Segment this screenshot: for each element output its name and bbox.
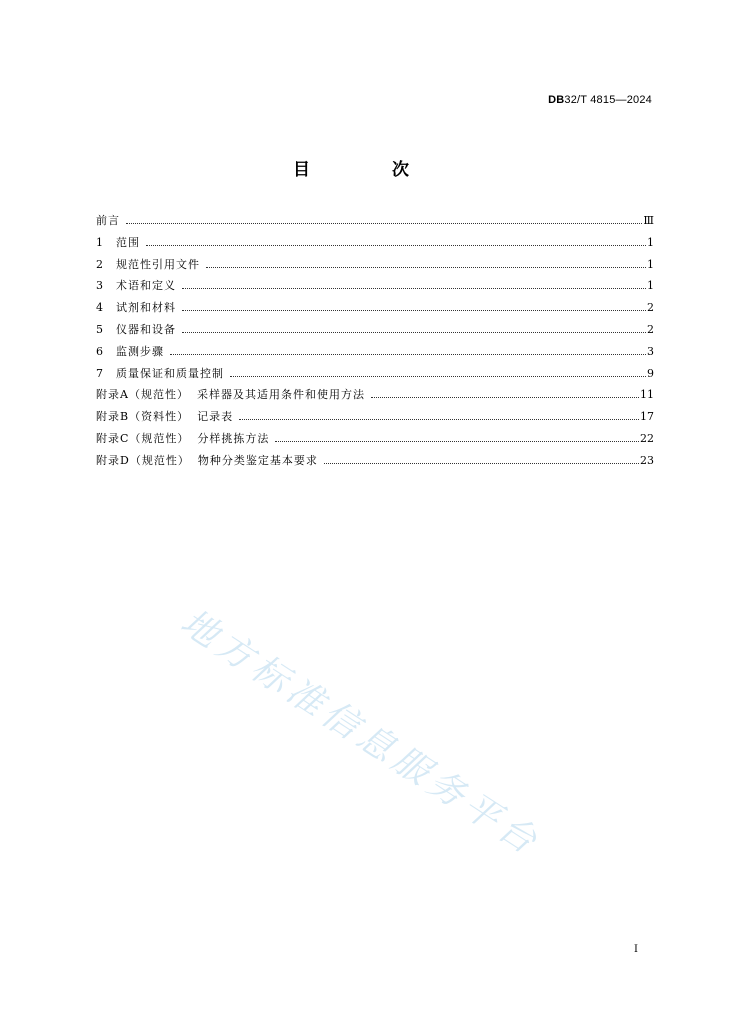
toc-entry-4[interactable]	[96, 297, 654, 319]
toc-entry-label	[96, 210, 126, 232]
toc-entry-page: 2	[647, 322, 654, 336]
toc-leader-dots	[371, 396, 639, 398]
toc-entry-title: 监测步骤	[116, 344, 164, 358]
toc-entry-page: 1	[647, 235, 654, 249]
toc-leader-dots	[146, 244, 646, 246]
toc-entry-label	[96, 406, 239, 428]
toc-entry-title: 前言	[96, 214, 120, 227]
toc-entry-label	[96, 384, 371, 406]
toc-entry-label	[96, 363, 230, 385]
toc-entry-number: 3	[96, 279, 103, 293]
toc-entry-page: 9	[647, 366, 654, 380]
toc-entry-page: 2	[647, 301, 654, 315]
toc-entry-label	[96, 232, 146, 254]
toc-entry-subtitle: 记录表	[197, 410, 234, 424]
document-code-number: 32/T 4815—2024	[564, 94, 652, 106]
toc-leader-dots	[182, 331, 646, 333]
toc-entry-number: 6	[96, 344, 103, 358]
toc-leader-dots	[230, 375, 646, 377]
toc-leader-dots	[206, 266, 646, 268]
toc-entry-title: 范围	[116, 235, 140, 249]
toc-entry-title: 试剂和材料	[116, 301, 176, 315]
toc-entry-appendix-c[interactable]	[96, 428, 654, 450]
toc-entry-label	[96, 428, 275, 450]
toc-entry-page: 17	[640, 410, 654, 424]
page-title: 目 次	[293, 160, 447, 180]
document-code-prefix: DB	[548, 94, 565, 106]
toc-entry-7[interactable]	[96, 363, 654, 385]
toc-entry-label	[96, 254, 206, 276]
toc-entry-foreword[interactable]	[96, 210, 654, 232]
toc-entry-appendix-d[interactable]	[96, 450, 654, 472]
toc-leader-dots	[275, 440, 639, 442]
toc-entry-number: 5	[96, 322, 103, 336]
page-number: I	[634, 944, 638, 955]
toc-entry-label	[96, 275, 182, 297]
toc-entry-number: 7	[96, 366, 103, 380]
toc-entry-page: 22	[640, 431, 654, 445]
watermark: 地方标准信息服务平台	[173, 601, 548, 865]
toc-entry-title: 附录A（规范性）	[96, 388, 189, 402]
toc-entry-page: Ⅲ	[643, 214, 654, 227]
toc-entry-1[interactable]	[96, 232, 654, 254]
toc-entry-number: 1	[96, 235, 103, 249]
toc-entry-title: 附录B（资料性）	[96, 410, 190, 424]
toc-leader-dots	[170, 353, 646, 355]
toc-entry-page: 3	[647, 344, 654, 358]
toc-leader-dots	[126, 222, 642, 224]
toc-entry-appendix-a[interactable]	[96, 384, 654, 406]
toc-entry-label	[96, 450, 324, 472]
toc-entry-subtitle: 物种分类鉴定基本要求	[197, 453, 318, 467]
document-code	[548, 94, 652, 106]
toc-entry-2[interactable]	[96, 254, 654, 276]
table-of-contents	[96, 210, 654, 472]
toc-entry-5[interactable]	[96, 319, 654, 341]
toc-entry-page: 11	[640, 388, 654, 402]
toc-entry-label	[96, 297, 182, 319]
toc-entry-title: 质量保证和质量控制	[116, 366, 224, 380]
toc-leader-dots	[182, 287, 646, 289]
toc-entry-title: 仪器和设备	[116, 322, 176, 336]
toc-entry-title: 术语和定义	[116, 279, 176, 293]
toc-entry-subtitle: 分样挑拣方法	[197, 431, 270, 445]
toc-entry-3[interactable]	[96, 275, 654, 297]
toc-entry-number: 2	[96, 257, 103, 271]
toc-entry-title: 附录C（规范性）	[96, 431, 190, 445]
toc-entry-label	[96, 341, 170, 363]
toc-entry-page: 1	[647, 279, 654, 293]
toc-leader-dots	[324, 462, 639, 464]
toc-entry-title: 附录D（规范性）	[96, 453, 190, 467]
toc-entry-appendix-b[interactable]	[96, 406, 654, 428]
toc-entry-6[interactable]	[96, 341, 654, 363]
toc-entry-title: 规范性引用文件	[116, 257, 200, 271]
toc-entry-label	[96, 319, 182, 341]
toc-entry-subtitle: 采样器及其适用条件和使用方法	[196, 388, 365, 402]
toc-entry-page: 23	[640, 453, 654, 467]
toc-entry-number: 4	[96, 301, 103, 315]
toc-leader-dots	[239, 418, 639, 420]
toc-leader-dots	[182, 309, 646, 311]
toc-entry-page: 1	[647, 257, 654, 271]
